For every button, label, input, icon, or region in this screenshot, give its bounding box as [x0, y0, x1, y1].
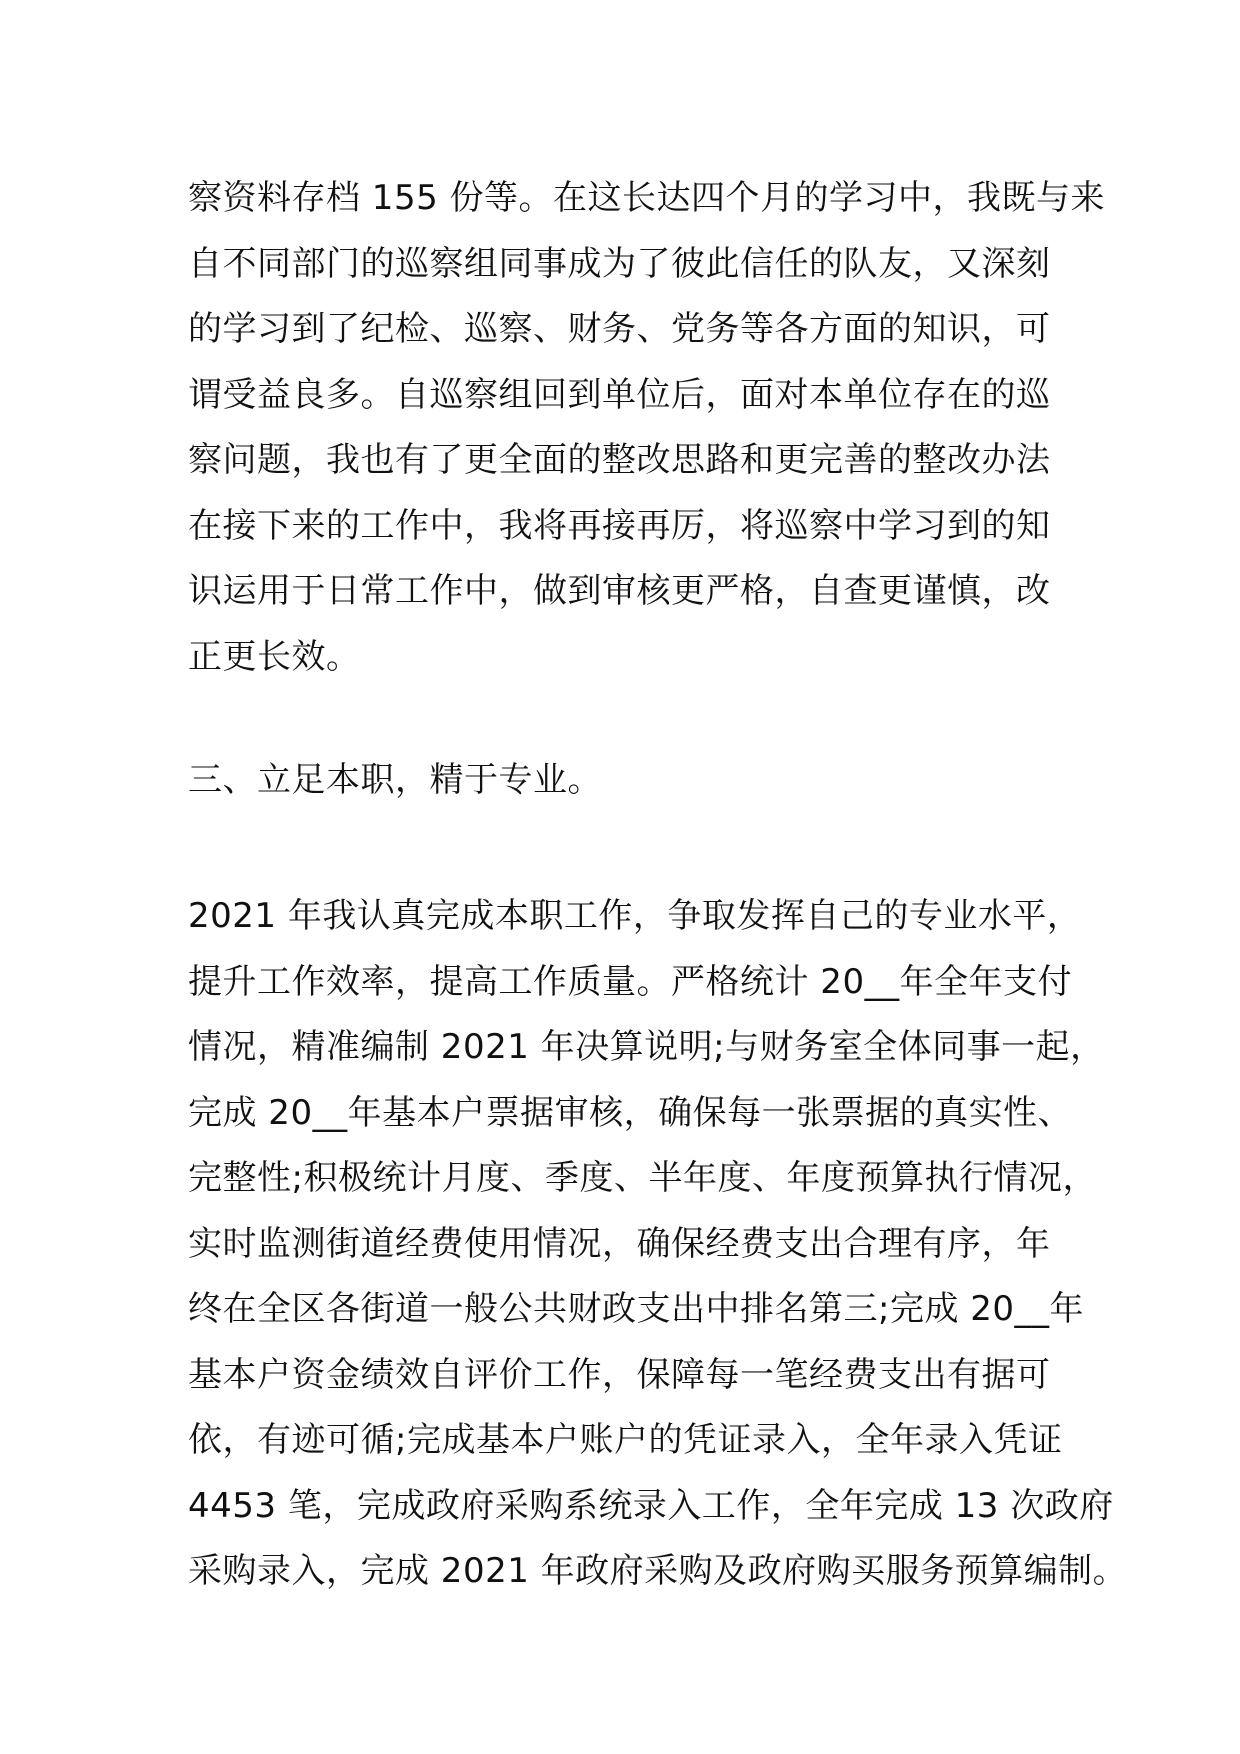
- paragraph-line: 2021 年我认真完成本职工作，争取发挥自己的专业水平，: [188, 896, 1082, 936]
- paragraph-line: 4453 笔，完成政府采购系统录入工作，全年完成 13 次政府: [188, 1485, 1114, 1526]
- paragraph-line: 完成 20__年基本户票据审核，确保每一张票据的真实性、: [188, 1092, 1073, 1133]
- paragraph-line: 正更长效。: [188, 636, 361, 677]
- paragraph-line: 自不同部门的巡察组同事成为了彼此信任的队友，又深刻: [188, 243, 1051, 284]
- paragraph-line: 的学习到了纪检、巡察、财务、党务等各方面的知识，可: [188, 309, 1051, 349]
- paragraph-line: 提升工作效率，提高工作质量。严格统计 20__年全年支付: [188, 961, 1073, 1002]
- paragraph-line: 谓受益良多。自巡察组回到单位后，面对本单位存在的巡: [188, 374, 1051, 415]
- paragraph-work-2021: [188, 884, 1128, 1605]
- paragraph-inspection-summary: [188, 166, 1106, 690]
- paragraph-line: 情况，精准编制 2021 年决算说明;与财务室全体同事一起，: [188, 1027, 1105, 1067]
- paragraph-line: 完整性;积极统计月度、季度、半年度、年度预算执行情况，: [188, 1158, 1097, 1198]
- paragraph-line: 在接下来的工作中，我将再接再厉，将巡察中学习到的知: [188, 505, 1051, 546]
- paragraph-line: 识运用于日常工作中，做到审核更严格，自查更谨慎，改: [188, 571, 1051, 611]
- section-heading-text: 三、立足本职，精于专业。: [188, 760, 602, 800]
- paragraph-line: 实时监测街道经费使用情况，确保经费支出合理有序，年: [188, 1223, 1051, 1264]
- paragraph-line: 终在全区各街道一般公共财政支出中排名第三;完成 20__年: [188, 1289, 1085, 1329]
- paragraph-line: 采购录入，完成 2021 年政府采购及政府购买服务预算编制。: [188, 1551, 1128, 1591]
- section-heading: [188, 748, 1088, 814]
- paragraph-line: 察资料存档 155 份等。在这长达四个月的学习中，我既与来: [188, 178, 1106, 218]
- paragraph-line: 察问题，我也有了更全面的整改思路和更完善的整改办法: [188, 440, 1051, 480]
- paragraph-line: 依，有迹可循;完成基本户账户的凭证录入，全年录入凭证: [188, 1420, 1063, 1460]
- paragraph-line: 基本户资金绩效自评价工作，保障每一笔经费支出有据可: [188, 1354, 1051, 1395]
